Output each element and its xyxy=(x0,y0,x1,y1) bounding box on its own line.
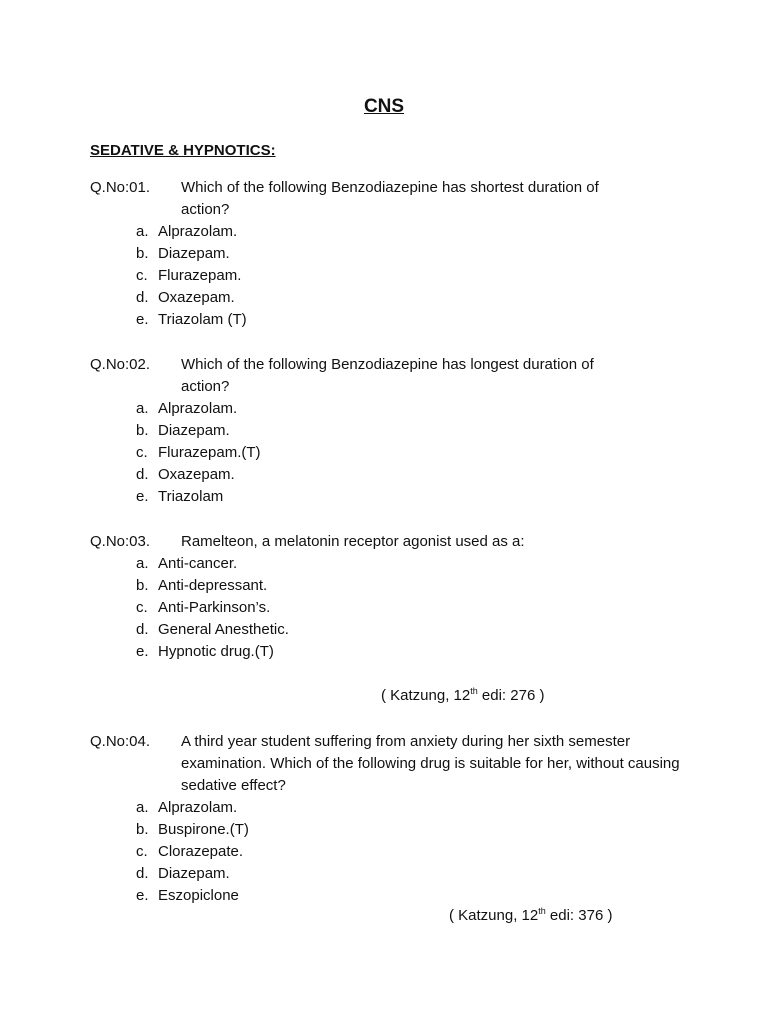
option-c xyxy=(90,442,690,464)
option-e xyxy=(90,309,690,331)
option-b xyxy=(90,819,690,841)
option-text: Buspirone.(T) xyxy=(158,821,249,838)
option-text: Diazepam. xyxy=(158,865,230,882)
options-list xyxy=(90,797,690,907)
option-text: Alprazolam. xyxy=(158,400,238,417)
question-number: Q.No:02. xyxy=(90,356,151,373)
option-letter: c. xyxy=(136,444,148,461)
option-letter: a. xyxy=(136,400,149,417)
question-text: A third year student suffering from anxiety during her sixth semester examination. Which of the following drug is suitable for her, without causing sedative effect? xyxy=(181,733,680,794)
option-c xyxy=(90,841,690,863)
question-3 xyxy=(90,531,690,663)
reference-citation xyxy=(449,906,612,924)
option-c xyxy=(90,597,690,619)
question-row xyxy=(90,177,690,221)
option-text: Anti-Parkinson’s. xyxy=(158,599,271,616)
option-b xyxy=(90,575,690,597)
question-number: Q.No:03. xyxy=(90,533,151,550)
section-heading: SEDATIVE & HYPNOTICS: xyxy=(90,142,276,159)
option-e xyxy=(90,486,690,508)
question-text: Which of the following Benzodiazepine has shortest duration of action? xyxy=(181,179,599,218)
option-text: Anti-cancer. xyxy=(158,555,238,572)
option-text: Alprazolam. xyxy=(158,223,238,240)
option-text: Triazolam (T) xyxy=(158,311,247,328)
reference-suffix: edi: 376 ) xyxy=(545,907,613,924)
option-letter: c. xyxy=(136,267,148,284)
option-text: Flurazepam.(T) xyxy=(158,444,261,461)
option-letter: e. xyxy=(136,643,149,660)
option-a xyxy=(90,398,690,420)
question-number: Q.No:01. xyxy=(90,179,151,196)
options-list xyxy=(90,221,690,331)
option-d xyxy=(90,863,690,885)
option-d xyxy=(90,619,690,641)
option-text: Eszopiclone xyxy=(158,887,239,904)
option-letter: a. xyxy=(136,223,149,240)
option-c xyxy=(90,265,690,287)
reference-prefix: ( Katzung, 12 xyxy=(381,687,471,704)
question-row xyxy=(90,731,690,797)
option-b xyxy=(90,420,690,442)
option-text: Oxazepam. xyxy=(158,466,235,483)
option-letter: d. xyxy=(136,865,149,882)
option-text: Triazolam xyxy=(158,488,224,505)
question-2 xyxy=(90,354,690,508)
document-title: CNS xyxy=(363,96,405,117)
options-list xyxy=(90,553,690,663)
option-a xyxy=(90,221,690,243)
option-letter: d. xyxy=(136,289,149,306)
option-letter: b. xyxy=(136,821,149,838)
option-text: Anti-depressant. xyxy=(158,577,268,594)
option-letter: b. xyxy=(136,422,149,439)
option-letter: c. xyxy=(136,599,148,616)
option-text: Clorazepate. xyxy=(158,843,244,860)
option-d xyxy=(90,287,690,309)
option-a xyxy=(90,797,690,819)
option-text: General Anesthetic. xyxy=(158,621,289,638)
reference-suffix: edi: 276 ) xyxy=(477,687,545,704)
question-row xyxy=(90,354,690,398)
option-letter: e. xyxy=(136,887,149,904)
question-text: Ramelteon, a melatonin receptor agonist used as a: xyxy=(181,533,525,550)
option-text: Flurazepam. xyxy=(158,267,242,284)
option-e xyxy=(90,641,690,663)
option-letter: d. xyxy=(136,621,149,638)
option-text: Alprazolam. xyxy=(158,799,238,816)
option-a xyxy=(90,553,690,575)
reference-superscript: th xyxy=(470,686,478,696)
reference-citation xyxy=(381,686,544,704)
option-text: Diazepam. xyxy=(158,422,230,439)
option-letter: e. xyxy=(136,311,149,328)
option-b xyxy=(90,243,690,265)
question-text: Which of the following Benzodiazepine has longest duration of action? xyxy=(181,356,594,395)
option-letter: e. xyxy=(136,488,149,505)
question-1 xyxy=(90,177,690,331)
question-row xyxy=(90,531,690,553)
option-d xyxy=(90,464,690,486)
option-e xyxy=(90,885,690,907)
option-letter: c. xyxy=(136,843,148,860)
option-letter: d. xyxy=(136,466,149,483)
option-letter: a. xyxy=(136,799,149,816)
options-list xyxy=(90,398,690,508)
reference-prefix: ( Katzung, 12 xyxy=(449,907,539,924)
option-text: Diazepam. xyxy=(158,245,230,262)
option-text: Hypnotic drug.(T) xyxy=(158,643,274,660)
question-4 xyxy=(90,731,690,907)
reference-superscript: th xyxy=(538,906,546,916)
option-text: Oxazepam. xyxy=(158,289,235,306)
option-letter: b. xyxy=(136,577,149,594)
question-number: Q.No:04. xyxy=(90,733,151,750)
option-letter: a. xyxy=(136,555,149,572)
option-letter: b. xyxy=(136,245,149,262)
